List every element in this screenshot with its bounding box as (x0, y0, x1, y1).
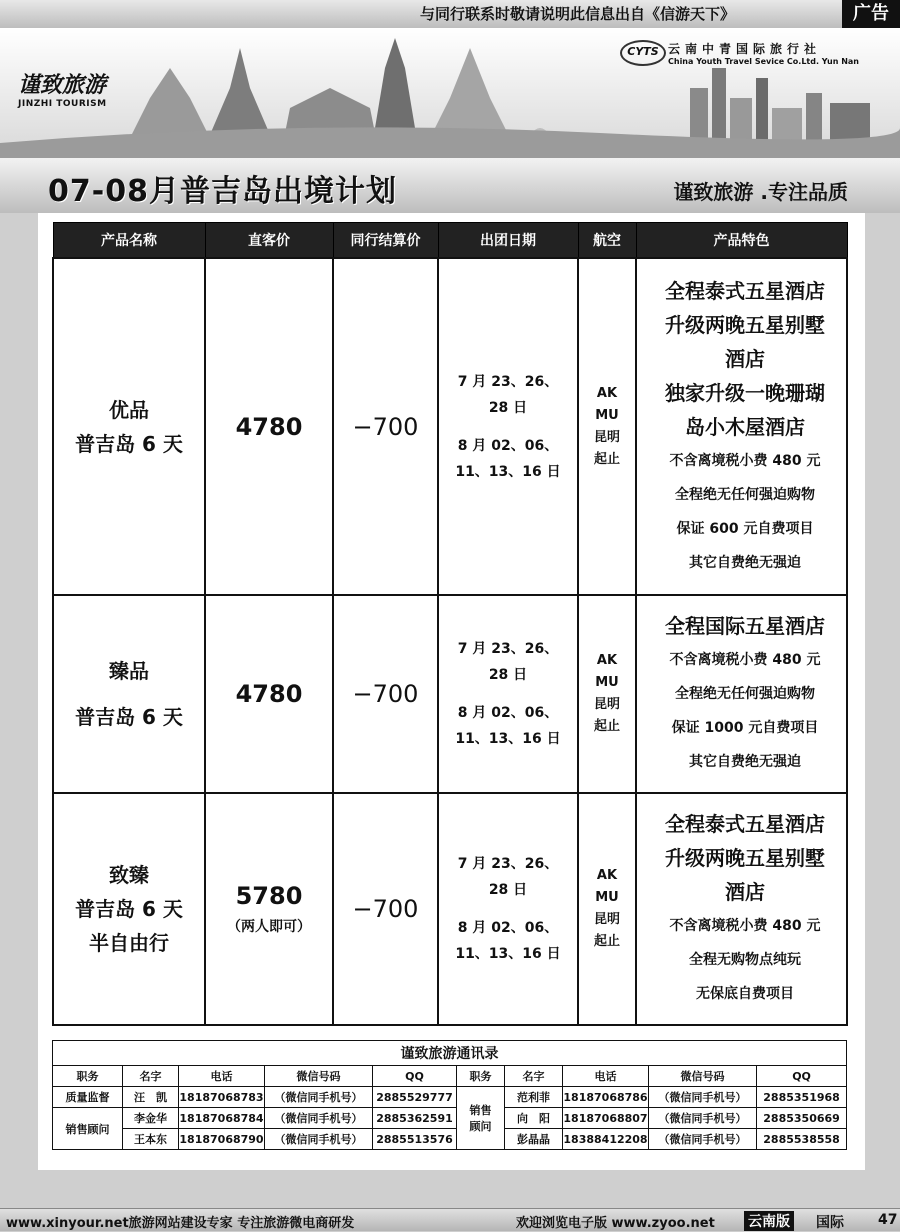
date-line: 11、13、16 日 (455, 946, 561, 962)
contact-role: 质量监督 (53, 1087, 123, 1108)
contact-role-line: 销售 (469, 1104, 492, 1117)
contact-header: 职务 (457, 1066, 505, 1087)
feature-line: 全程泰式五星酒店 (665, 812, 825, 836)
header-features: 产品特色 (636, 223, 847, 259)
product-name (53, 258, 205, 595)
airline-line: AK (596, 868, 618, 883)
contact-name: 向 阳 (505, 1108, 563, 1129)
retail-price-value: 5780 (235, 882, 303, 910)
feature-line: 全程绝无任何强迫购物 (675, 686, 815, 702)
peer-price-value: −700 (352, 895, 419, 923)
contact-row (53, 1108, 847, 1129)
airline-line: 起止 (593, 934, 620, 949)
feature-line: 独家升级一晚珊瑚 (665, 380, 825, 405)
feature-line: 酒店 (725, 880, 765, 904)
agency-name-cn: 云南中青国际旅行社 (668, 42, 822, 56)
product-features (636, 793, 847, 1025)
product-name-line: 普吉岛 6 天 (75, 705, 183, 729)
page-number: 47 (878, 1212, 898, 1228)
contact-qq: 2885529777 (373, 1087, 457, 1108)
retail-price (205, 258, 333, 595)
footer-right-text: 欢迎浏览电子版 www.zyoo.net (516, 1216, 715, 1231)
date-line: 28 日 (488, 399, 528, 416)
airline-line: AK (596, 653, 618, 668)
date-line: 8 月 02、06、 (457, 437, 559, 454)
date-line: 8 月 02、06、 (457, 705, 559, 721)
product-name-line: 普吉岛 6 天 (75, 431, 183, 456)
contact-wechat: （微信同手机号） (265, 1087, 373, 1108)
contact-qq: 2885362591 (373, 1108, 457, 1129)
slogan: 谨致旅游 .专注品质 (673, 180, 848, 204)
retail-price-value: 4780 (235, 412, 303, 441)
product-features (636, 258, 847, 595)
contact-role-line: 顾问 (469, 1120, 492, 1133)
feature-line: 无保底自费项目 (696, 986, 794, 1002)
airline-line: 昆明 (593, 429, 620, 445)
page-title: 07-08月普吉岛出境计划 (48, 174, 397, 209)
contact-header: QQ (373, 1066, 457, 1087)
contact-table (52, 1040, 847, 1150)
price-note: （两人即可） (227, 919, 311, 935)
retail-price (205, 793, 333, 1025)
contact-row (53, 1129, 847, 1150)
product-table (52, 222, 848, 1026)
section-label: 国际 (816, 1215, 844, 1231)
airline-line: 起止 (593, 719, 620, 734)
airline-line: MU (595, 675, 619, 690)
product-name-line: 致臻 (109, 863, 149, 887)
departure-dates (438, 595, 578, 793)
ad-label: 广告 (842, 0, 900, 28)
feature-line: 全程泰式五星酒店 (665, 278, 825, 303)
contact-role (457, 1087, 505, 1150)
product-table-header (53, 223, 847, 259)
feature-line: 其它自费绝无强迫 (689, 754, 801, 770)
contact-name: 王本东 (123, 1129, 179, 1150)
departure-dates (438, 793, 578, 1025)
product-features (636, 595, 847, 793)
contact-wechat: （微信同手机号） (265, 1108, 373, 1129)
retail-price (205, 595, 333, 793)
feature-line: 升级两晚五星别墅 (665, 312, 825, 337)
date-line: 28 日 (488, 882, 528, 898)
feature-line: 不含离境税小费 480 元 (669, 918, 821, 934)
header-product-name: 产品名称 (53, 223, 205, 259)
contact-header: QQ (757, 1066, 847, 1087)
logo-en: JINZHI TOURISM (18, 99, 107, 109)
contact-header: 微信号码 (649, 1066, 757, 1087)
airline-line: AK (596, 385, 618, 401)
contact-phone: 18187068786 (563, 1087, 649, 1108)
airline-line: MU (595, 890, 619, 905)
date-line: 28 日 (488, 667, 528, 683)
title-bar (0, 158, 900, 213)
contact-name: 彭晶晶 (505, 1129, 563, 1150)
contact-header: 职务 (53, 1066, 123, 1087)
retail-price-value: 4780 (235, 680, 303, 708)
contact-wechat: （微信同手机号） (649, 1108, 757, 1129)
feature-line: 全程绝无任何强迫购物 (675, 486, 815, 503)
edition-badge: 云南版 (744, 1211, 794, 1231)
airline (578, 258, 636, 595)
product-name-line: 优品 (109, 397, 149, 422)
contact-qq: 2885538558 (757, 1129, 847, 1150)
airline (578, 595, 636, 793)
feature-line: 其它自费绝无强迫 (689, 554, 801, 571)
feature-line: 升级两晚五星别墅 (665, 846, 825, 870)
table-row (53, 793, 847, 1025)
contact-name: 李金华 (123, 1108, 179, 1129)
feature-line: 保证 1000 元自费项目 (671, 720, 819, 736)
contact-phone: 18388412208 (563, 1129, 649, 1150)
contact-name: 范利菲 (505, 1087, 563, 1108)
logo-cn: 谨致旅游 (18, 72, 107, 98)
date-line: 11、13、16 日 (455, 731, 561, 747)
contact-caption: 谨致旅游通讯录 (53, 1041, 847, 1066)
header-peer-price: 同行结算价 (333, 223, 438, 259)
source-notice: 与同行联系时敬请说明此信息出自《信游天下》 (420, 5, 736, 23)
date-line: 7 月 23、26、 (457, 641, 559, 657)
contact-phone: 18187068790 (179, 1129, 265, 1150)
header-retail-price: 直客价 (205, 223, 333, 259)
agency-logo (620, 40, 880, 66)
feature-line: 全程无购物点纯玩 (689, 952, 801, 968)
product-name-line: 半自由行 (89, 931, 169, 955)
table-row (53, 258, 847, 595)
landmark-banner (0, 28, 900, 158)
departure-dates (438, 258, 578, 595)
feature-line: 不含离境税小费 480 元 (669, 452, 821, 469)
date-line: 8 月 02、06、 (457, 920, 559, 936)
airline (578, 793, 636, 1025)
contact-wechat: （微信同手机号） (649, 1129, 757, 1150)
header-airline: 航空 (578, 223, 636, 259)
contact-name: 汪 凯 (123, 1087, 179, 1108)
peer-price-value: −700 (352, 680, 419, 708)
contact-row (53, 1087, 847, 1108)
contact-phone: 18187068784 (179, 1108, 265, 1129)
product-name-line: 臻品 (109, 659, 149, 683)
contact-wechat: （微信同手机号） (649, 1087, 757, 1108)
contact-header-row (53, 1066, 847, 1087)
agency-name-en: China Youth Travel Sevice Co.Ltd. Yun Nan (668, 57, 859, 66)
date-line: 7 月 23、26、 (457, 373, 559, 390)
feature-line: 酒店 (725, 346, 765, 371)
date-line: 7 月 23、26、 (457, 856, 559, 872)
contact-wechat: （微信同手机号） (265, 1129, 373, 1150)
cyts-mark: CYTS (620, 40, 666, 66)
contact-header: 电话 (179, 1066, 265, 1087)
peer-price (333, 258, 438, 595)
feature-line: 全程国际五星酒店 (665, 614, 825, 638)
footer-left-text: www.xinyour.net旅游网站建设专家 专注旅游微电商研发 (6, 1216, 355, 1231)
contact-qq: 2885350669 (757, 1108, 847, 1129)
product-name-line: 普吉岛 6 天 (75, 897, 183, 921)
peer-price (333, 793, 438, 1025)
contact-qq: 2885351968 (757, 1087, 847, 1108)
header-departure-dates: 出团日期 (438, 223, 578, 259)
page-footer (0, 1208, 900, 1231)
contact-header: 名字 (505, 1066, 563, 1087)
airline-line: 起止 (593, 451, 620, 467)
peer-price-value: −700 (352, 412, 419, 441)
feature-line: 岛小木屋酒店 (685, 414, 805, 439)
airline-line: 昆明 (593, 912, 620, 927)
airline-line: 昆明 (593, 697, 620, 712)
contact-phone: 18187068807 (563, 1108, 649, 1129)
feature-line: 不含离境税小费 480 元 (669, 652, 821, 668)
peer-price (333, 595, 438, 793)
feature-line: 保证 600 元自费项目 (676, 520, 814, 537)
contact-header: 微信号码 (265, 1066, 373, 1087)
airline-line: MU (595, 407, 619, 423)
contact-header: 名字 (123, 1066, 179, 1087)
product-name (53, 595, 205, 793)
table-row (53, 595, 847, 793)
contact-header: 电话 (563, 1066, 649, 1087)
top-notice-bar (0, 0, 900, 29)
contact-qq: 2885513576 (373, 1129, 457, 1150)
date-line: 11、13、16 日 (455, 463, 561, 480)
contact-role: 销售顾问 (53, 1108, 123, 1150)
contact-phone: 18187068783 (179, 1087, 265, 1108)
jinzhi-logo (18, 68, 107, 109)
product-name (53, 793, 205, 1025)
